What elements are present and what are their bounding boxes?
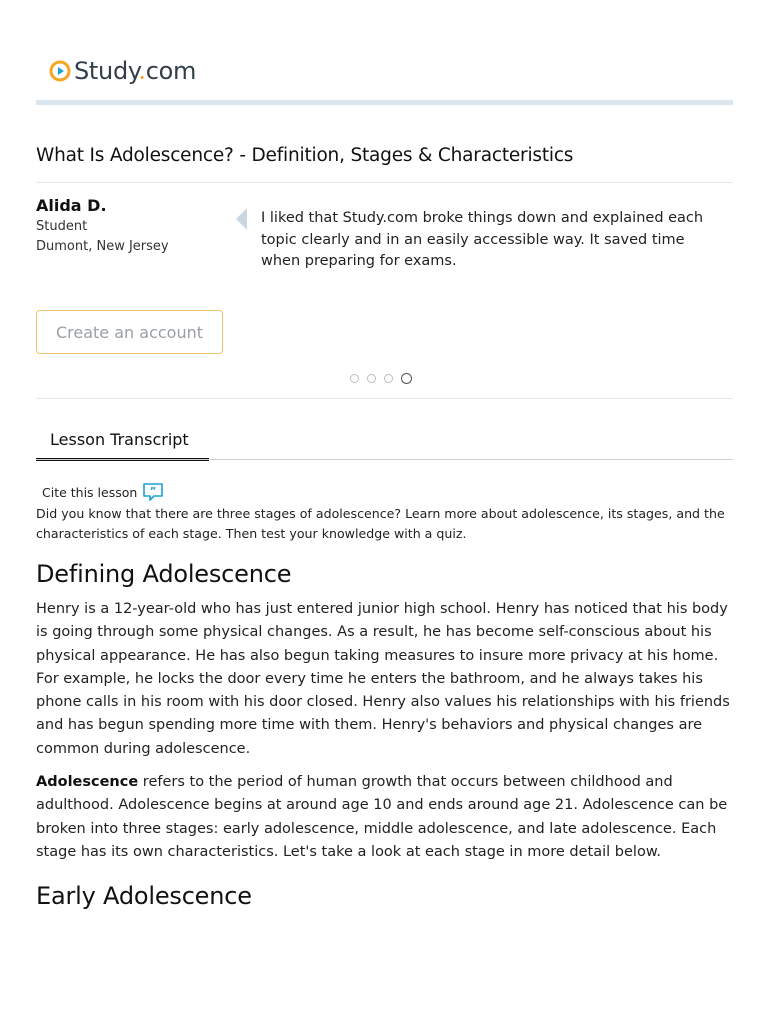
- page-title: What Is Adolescence? - Definition, Stages & Characteristics: [36, 145, 574, 166]
- lesson-summary: Did you know that there are three stages of adolescence? Learn more about adolescence, its stages, and the characteristics of each stage. Then test your knowledge with a quiz.: [36, 506, 725, 541]
- tab-lesson-transcript[interactable]: Lesson Transcript: [36, 420, 209, 461]
- carousel-pagination: [350, 374, 412, 384]
- testimonial-divider: [36, 398, 733, 399]
- testimonial-location: Dumont, New Jersey: [36, 239, 169, 254]
- carousel-dot-2[interactable]: [367, 374, 376, 383]
- testimonial-role: Student: [36, 219, 88, 234]
- section-heading-early: Early Adolescence: [36, 882, 252, 910]
- logo-wordmark: [74, 57, 196, 85]
- carousel-dot-3[interactable]: [384, 374, 393, 383]
- logo-word-study: Study: [74, 57, 139, 85]
- testimonial-quote: I liked that Study.com broke things down and explained each topic clearly and in an easily accessible way. It saved time when preparing for exams.: [261, 210, 704, 269]
- tab-underline: [36, 459, 733, 460]
- cite-this-lesson-link[interactable]: [42, 482, 164, 502]
- header-divider-bar: [36, 100, 733, 105]
- paragraph-definition: [36, 771, 733, 864]
- quote-bubble-icon: [142, 482, 164, 502]
- definition-text: refers to the period of human growth that occurs between childhood and adulthood. Adolescence begins at around age 10 and ends around age 21. Adolescence can be broken into three stages: early adolescence, middle adolescence, and late adolescence. Each stage has its own characteristics. Let's take a look at each stage in more detail below.: [36, 774, 728, 860]
- logo-dot: .: [138, 57, 146, 85]
- carousel-dot-4-active[interactable]: [401, 373, 412, 384]
- study-com-logo[interactable]: [49, 54, 196, 88]
- svg-text:”: ”: [150, 486, 157, 497]
- quote-pointer-icon: [236, 208, 247, 230]
- play-circle-logo-icon: [49, 60, 71, 82]
- testimonial-name: Alida D.: [36, 196, 107, 215]
- paragraph-henry: Henry is a 12-year-old who has just entered junior high school. Henry has noticed that his body is going through some physical changes. As a result, he has become self-conscious about his physical appearance. He has also begun taking measures to insure more privacy at his home. For example, he locks the door every time he enters the bathroom, and he always takes his phone calls in his room with his door closed. Henry also values his relationships with his friends and has begun spending more time with them. Henry's behaviors and physical changes are common during adolescence.: [36, 601, 730, 757]
- title-divider: [36, 182, 733, 183]
- cite-label: Cite this lesson: [42, 484, 138, 500]
- create-account-button[interactable]: Create an account: [36, 310, 223, 354]
- carousel-dot-1[interactable]: [350, 374, 359, 383]
- logo-word-com: com: [145, 57, 197, 85]
- term-adolescence: Adolescence: [36, 774, 139, 790]
- section-heading-defining: Defining Adolescence: [36, 560, 292, 588]
